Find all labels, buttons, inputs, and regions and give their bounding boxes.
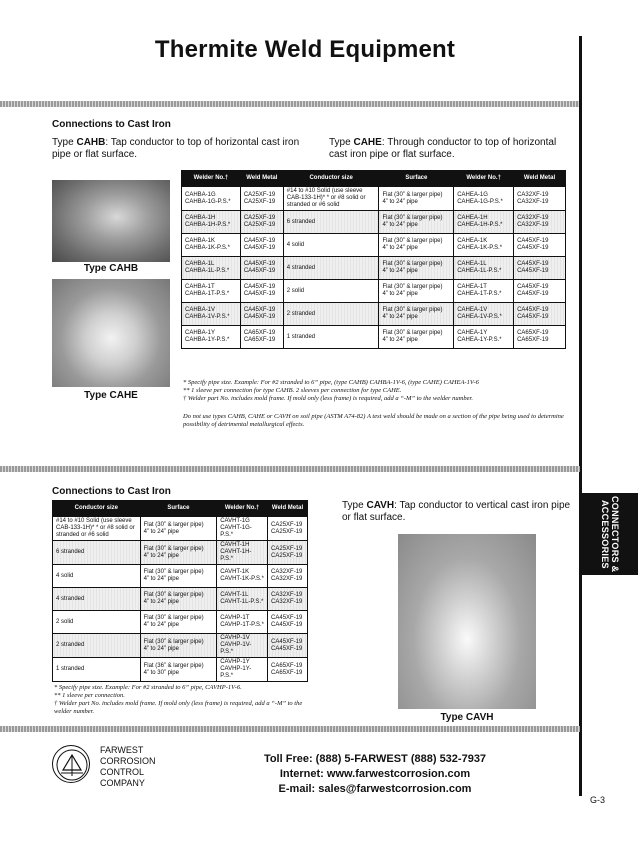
table-cell: CAHEA-1G CAHEA-1G-P.S.*	[454, 187, 514, 211]
company-logo	[52, 745, 90, 783]
column-header: Weld Metal	[514, 171, 566, 187]
table-cell: CA32XF-19 CA32XF-19	[268, 565, 308, 588]
table-cell: CA45XF-19 CA45XF-19	[240, 234, 283, 257]
table-cell: CA25XF-19 CA25XF-19	[240, 211, 283, 234]
table-row	[53, 588, 308, 611]
right-edge-bar	[579, 36, 582, 796]
cavh-photo-caption: Type CAVH	[440, 712, 494, 723]
table-cell: CA32XF-19 CA32XF-19	[514, 187, 566, 211]
table-cell: CA45XF-19 CA45XF-19	[240, 280, 283, 303]
table-cell: CAVHT-1L CAVHT-1L-P.S.*	[217, 588, 268, 611]
table-cell: CA45XF-19 CA45XF-19	[514, 303, 566, 326]
cahb-code: CAHB	[76, 137, 106, 148]
table-cell: CA45XF-19 CA45XF-19	[268, 611, 308, 634]
table-cell: CAHBA-1H CAHBA-1H-P.S.*	[182, 211, 241, 234]
column-header: Conductor size	[53, 501, 141, 517]
table-cell: Flat (30” & larger pipe) 4” to 24” pipe	[379, 257, 454, 280]
cavh-code: CAVH	[366, 500, 395, 511]
table-cell: 6 stranded	[283, 211, 379, 234]
table-cell: CAHBA-1Y CAHBA-1Y-P.S.*	[182, 326, 241, 349]
table-cell: CAVHP-1Y CAVHP-1Y-P.S.*	[217, 658, 268, 682]
middle-divider	[0, 466, 580, 472]
section1-notes	[183, 379, 576, 429]
table-cell: CAVHT-1K CAVHT-1K-P.S.*	[217, 565, 268, 588]
cahb-photo	[52, 180, 170, 262]
cavh-table	[52, 500, 308, 682]
table-row	[53, 634, 308, 658]
table-cell: Flat (30” & larger pipe) 4” to 24” pipe	[379, 187, 454, 211]
column-header: Surface	[379, 171, 454, 187]
table-cell: CA45XF-19 CA45XF-19	[240, 257, 283, 280]
table-cell: 2 solid	[283, 280, 379, 303]
table-cell: Flat (30” & larger pipe) 4” to 24” pipe	[140, 634, 217, 658]
table-cell: Flat (30” & larger pipe) 4” to 24” pipe	[379, 280, 454, 303]
table-cell: Flat (30” & larger pipe) 4” to 24” pipe	[140, 541, 217, 565]
table-cell: Flat (30” & larger pipe) 4” to 24” pipe	[140, 588, 217, 611]
company-line-1: FARWEST	[100, 745, 144, 755]
website-link[interactable]: Internet: www.farwestcorrosion.com	[279, 768, 471, 780]
table-header-row	[53, 501, 308, 517]
table-row	[182, 280, 566, 303]
table-cell: CAVHT-1H CAVHT-1H-P.S.*	[217, 541, 268, 565]
section1-warning: Do not use types CAHB, CAHE or CAVH on soil pipe (ASTM A74-82) A test weld should be made on a section of the pipe being used to determine possibility of detrimental metallurgical effects.	[183, 413, 564, 428]
table-cell: 4 solid	[283, 234, 379, 257]
section2-notes	[54, 684, 308, 716]
cahb-description	[52, 137, 307, 161]
table-cell: CAHEA-1K CAHEA-1K-P.S.*	[454, 234, 514, 257]
table-cell: CA45XF-19 CA45XF-19	[514, 234, 566, 257]
section2-heading: Connections to Cast Iron	[52, 486, 171, 497]
table-cell: Flat (30” & larger pipe) 4” to 24” pipe	[140, 517, 217, 541]
table-cell: CAHEA-1T CAHEA-1T-P.S.*	[454, 280, 514, 303]
table-row	[53, 658, 308, 682]
table-cell: Flat (30” & larger pipe) 4” to 24” pipe	[379, 234, 454, 257]
column-header: Welder No.†	[182, 171, 241, 187]
column-header: Weld Metal	[268, 501, 308, 517]
side-tab-label: CONNECTORS & ACCESSORIES	[600, 495, 620, 573]
cavh-description	[342, 500, 574, 524]
table-cell: CA45XF-19 CA45XF-19	[268, 634, 308, 658]
table-row	[53, 565, 308, 588]
column-header: Weld Metal	[240, 171, 283, 187]
table-cell: 1 stranded	[53, 658, 141, 682]
cahe-desc: : Through conductor to top of horizontal cast iron pipe or flat surface.	[329, 137, 557, 160]
column-header: Surface	[140, 501, 217, 517]
cahb-photo-caption: Type CAHB	[83, 263, 139, 274]
table-cell: 1 stranded	[283, 326, 379, 349]
cahb-prefix: Type	[52, 137, 77, 148]
company-line-2: CORROSION	[100, 756, 156, 766]
table-cell: CA32XF-19 CA32XF-19	[268, 588, 308, 611]
column-header: Welder No.†	[454, 171, 514, 187]
table-cell: CAHEA-1H CAHEA-1H-P.S.*	[454, 211, 514, 234]
cavh-desc: : Tap conductor to vertical cast iron pipe or flat surface.	[342, 500, 571, 523]
table-cell: CA65XF-19 CA65XF-19	[268, 658, 308, 682]
table-cell: CA25XF-19 CA25XF-19	[240, 187, 283, 211]
section2-note-1: * Specify pipe size. Example: For #2 stranded to 6” pipe, CAVHP-1V-6.	[54, 684, 242, 691]
table-cell: CAVHT-1G CAVHT-1G-P.S.*	[217, 517, 268, 541]
table-cell: CA45XF-19 CA45XF-19	[240, 303, 283, 326]
table-row	[182, 234, 566, 257]
logo-emblem-icon	[53, 746, 91, 784]
section2-note-3: † Welder part No. includes mold frame. If mold only (less frame) is required, add a “-M” to the welder number.	[54, 700, 303, 715]
company-line-3: CONTROL	[100, 767, 145, 777]
table-cell: 2 stranded	[53, 634, 141, 658]
cahe-prefix: Type	[329, 137, 354, 148]
column-header: Conductor size	[283, 171, 379, 187]
company-line-4: COMPANY	[100, 778, 145, 788]
cahe-description	[329, 137, 574, 161]
table-cell: 6 stranded	[53, 541, 141, 565]
cahe-photo-caption: Type CAHE	[84, 390, 138, 401]
contact-block	[235, 752, 515, 797]
cahe-code: CAHE	[353, 137, 382, 148]
cahe-photo	[52, 279, 170, 387]
cahb-cahe-table	[181, 170, 566, 349]
section1-note-1: * Specify pipe size. Example: For #2 stranded to 6” pipe, (type CAHB) CAHBA-1V-6, (type CAHE) CAHEA-1V-6	[183, 379, 479, 386]
section1-heading: Connections to Cast Iron	[52, 119, 171, 130]
table-cell: CA25XF-19 CA25XF-19	[268, 517, 308, 541]
page-number: G-3	[590, 795, 606, 805]
table-cell: CA45XF-19 CA45XF-19	[514, 257, 566, 280]
table-cell: 2 solid	[53, 611, 141, 634]
table-cell: CAVHP-1V CAVHP-1V-P.S.*	[217, 634, 268, 658]
table-cell: 4 solid	[53, 565, 141, 588]
cavh-prefix: Type	[342, 500, 367, 511]
table-cell: CA65XF-19 CA65XF-19	[240, 326, 283, 349]
table-cell: #14 to #10 Solid (use sleeve CAB-133-1H)* * or #8 solid or stranded or #6 solid	[53, 517, 141, 541]
table-cell: CA45XF-19 CA45XF-19	[514, 280, 566, 303]
table-cell: Flat (30” & larger pipe) 4” to 24” pipe	[140, 611, 217, 634]
table-row	[182, 211, 566, 234]
table-cell: CA25XF-19 CA25XF-19	[268, 541, 308, 565]
table-row	[182, 326, 566, 349]
email-link[interactable]: E-mail: sales@farwestcorrosion.com	[278, 783, 472, 795]
top-divider	[0, 101, 580, 107]
table-row	[182, 187, 566, 211]
table-cell: CAHEA-1V CAHEA-1V-P.S.*	[454, 303, 514, 326]
table-cell: Flat (30” & larger pipe) 4” to 24” pipe	[379, 303, 454, 326]
page-title: Thermite Weld Equipment	[154, 36, 456, 63]
table-cell: CA65XF-19 CA65XF-19	[514, 326, 566, 349]
table-row	[53, 611, 308, 634]
table-cell: CAHBA-1G CAHBA-1G-P.S.*	[182, 187, 241, 211]
table-row	[53, 517, 308, 541]
table-cell: Flat (36” & larger pipe) 4” to 30” pipe	[140, 658, 217, 682]
table-cell: Flat (30” & larger pipe) 4” to 24” pipe	[379, 211, 454, 234]
table-cell: CAHBA-1T CAHBA-1T-P.S.*	[182, 280, 241, 303]
table-cell: 4 stranded	[283, 257, 379, 280]
cahb-desc: : Tap conductor to top of horizontal cast iron pipe or flat surface.	[52, 137, 300, 160]
table-cell: Flat (30” & larger pipe) 4” to 24” pipe	[379, 326, 454, 349]
table-cell: 4 stranded	[53, 588, 141, 611]
table-cell: CAHEA-1Y CAHEA-1Y-P.S.*	[454, 326, 514, 349]
column-header: Welder No.†	[217, 501, 268, 517]
table-cell: CAHBA-1L CAHBA-1L-P.S.*	[182, 257, 241, 280]
table-cell: Flat (30” & larger pipe) 4” to 24” pipe	[140, 565, 217, 588]
table-cell: CAHBA-1K CAHBA-1K-P.S.*	[182, 234, 241, 257]
table-header-row	[182, 171, 566, 187]
company-name	[100, 745, 156, 789]
table-row	[182, 257, 566, 280]
table-cell: 2 stranded	[283, 303, 379, 326]
table-cell: CAVHP-1T CAVHP-1T-P.S.*	[217, 611, 268, 634]
table-cell: #14 to #10 Solid (use sleeve CAB-133-1H)* * or #8 solid or stranded or #6 solid	[283, 187, 379, 211]
section1-note-2: ** 1 sleeve per connection for type CAHB. 2 sleeves per connection for type CAHE.	[183, 387, 402, 394]
section2-note-2: ** 1 sleeve per connection.	[54, 692, 125, 699]
table-row	[182, 303, 566, 326]
toll-free: Toll Free: (888) 5-FARWEST (888) 532-7937	[263, 753, 487, 765]
table-cell: CAHBA-1V CAHBA-1V-P.S.*	[182, 303, 241, 326]
table-cell: CA32XF-19 CA32XF-19	[514, 211, 566, 234]
table-cell: CAHEA-1L CAHEA-1L-P.S.*	[454, 257, 514, 280]
side-tab	[582, 493, 638, 575]
section1-note-3: † Welder part No. includes mold frame. If mold only (less frame) is required, add a “-M” to the welder number.	[183, 395, 473, 402]
cavh-photo	[398, 534, 536, 709]
table-row	[53, 541, 308, 565]
bottom-divider	[0, 726, 580, 732]
